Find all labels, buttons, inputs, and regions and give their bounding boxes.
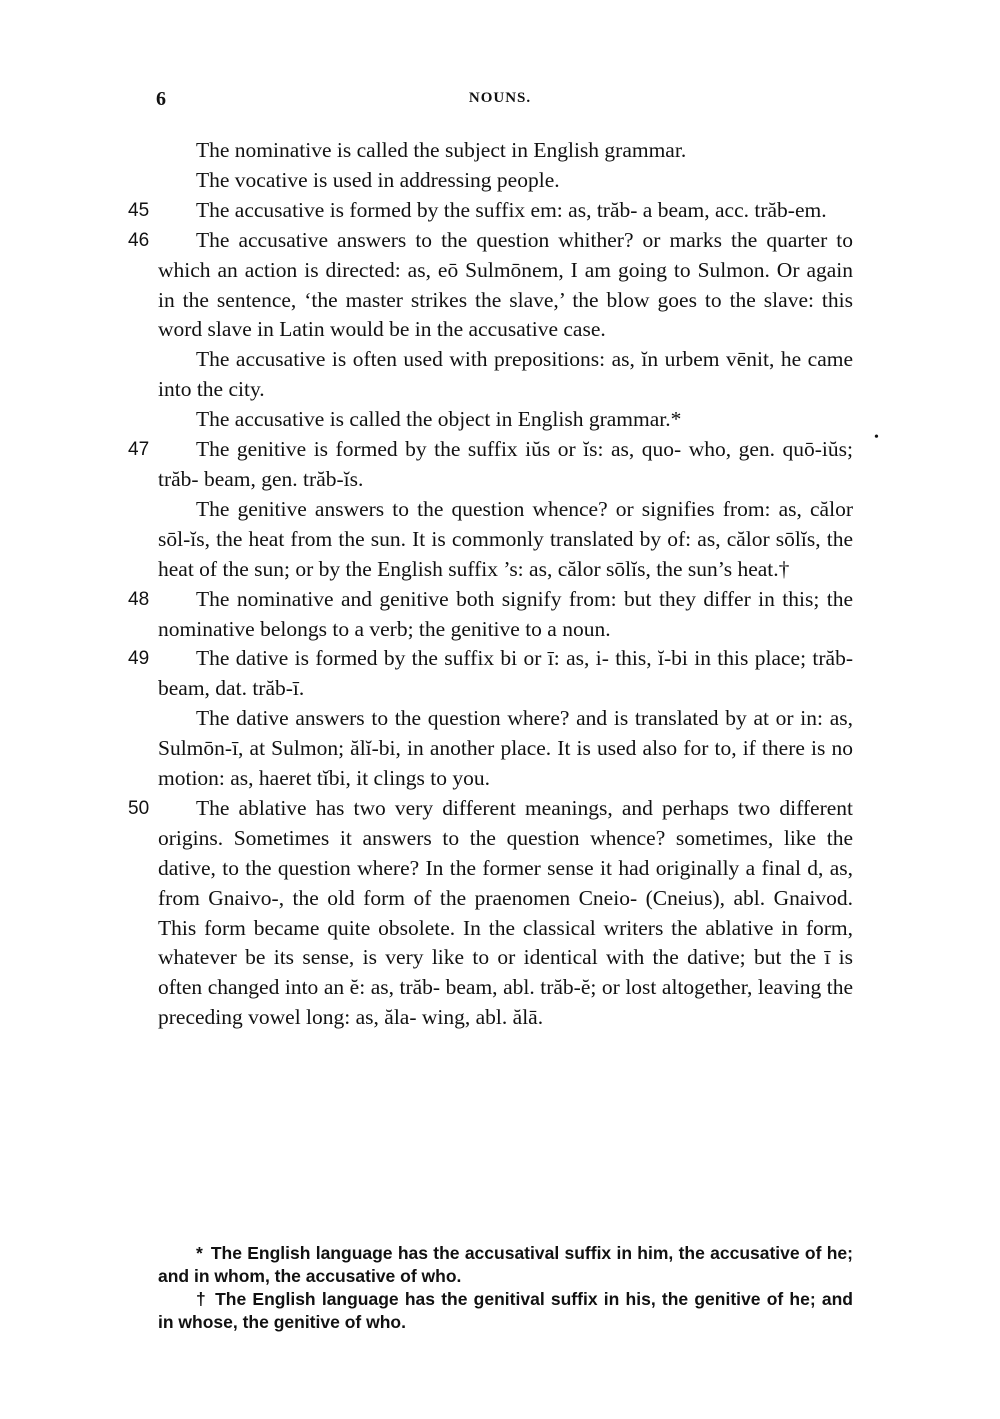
- main-text: [128, 136, 853, 1033]
- paragraph: [158, 136, 853, 166]
- footnote-symbol: †: [196, 1289, 208, 1309]
- page-number: 6: [156, 88, 166, 110]
- paragraph: [158, 704, 853, 794]
- paragraph-text: The accusative answers to the question whither? or marks the quarter to which an action is directed: as, eō Sulmōnem, I am going to Sulmon. Or again in the sentence, ‘the master strikes the slave,’ the blow goes to the slave: this word slave in Latin would be in the accusative case.: [158, 227, 853, 342]
- paragraph-text: The accusative is formed by the suffix em: as, trăb- a beam, acc. trăb-em.: [196, 197, 827, 222]
- section-50: [128, 794, 853, 1033]
- section-number: 46: [128, 229, 150, 251]
- margin-mark: •: [874, 430, 879, 445]
- footnote: [158, 1242, 853, 1288]
- paragraph: [158, 405, 853, 435]
- paragraph: [158, 345, 853, 405]
- paragraph-text: The accusative is called the object in English grammar.*: [196, 407, 682, 432]
- paragraph-text: The dative answers to the question where? and is translated by at or in: as, Sulmōn-ī, at Sulmon; ălĭ-bi, in another place. It is used also for to, if there is no motion: as, haeret tĭbi, it clings to you.: [158, 706, 853, 791]
- paragraph-text: The genitive answers to the question whence? or signifies from: as, călor sōl-ĭs, the heat from the sun. It is commonly translated by of: as, călor sōlĭs, the heat of the sun; or by the English suffix ’s: as, călor sōlĭs, the sun’s heat.†: [158, 496, 853, 581]
- section-47: [128, 435, 853, 495]
- section-49: [128, 644, 853, 704]
- paragraph-text: The dative is formed by the suffix bi or ī: as, i- this, ĭ-bi in this place; trăb- beam, dat. trăb-ī.: [158, 646, 853, 701]
- section-46: [128, 226, 853, 346]
- running-title: NOUNS.: [468, 90, 532, 106]
- running-head: [0, 88, 1000, 114]
- section-number: 48: [128, 588, 150, 610]
- paragraph: [158, 495, 853, 585]
- paragraph-text: The nominative and genitive both signify from: but they differ in this; the nominative belongs to a verb; the genitive to a noun.: [158, 586, 853, 641]
- footnote-text: The English language has the accusatival suffix in him, the accusative of he; and in whom, the accusative of who.: [158, 1243, 853, 1286]
- footnotes: [158, 1242, 853, 1334]
- section-45: [128, 196, 853, 226]
- section-48: [128, 585, 853, 645]
- paragraph-text: The accusative is often used with prepositions: as, ĭn urbem vēnit, he came into the city.: [158, 347, 853, 402]
- section-number: 47: [128, 439, 150, 461]
- footnote: [158, 1288, 853, 1334]
- paragraph-text: The nominative is called the subject in English grammar.: [196, 138, 687, 162]
- paragraph-text: The vocative is used in addressing people.: [196, 167, 560, 192]
- section-number: 45: [128, 199, 150, 221]
- paragraph: [158, 166, 853, 196]
- section-number: 50: [128, 797, 150, 819]
- section-number: 49: [128, 648, 150, 670]
- paragraph-text: The genitive is formed by the suffix iŭs or ĭs: as, quo- who, gen. quō-iŭs; trăb- beam, gen. trăb-ĭs.: [158, 437, 853, 491]
- footnote-text: The English language has the genitival suffix in his, the genitive of he; and in whose, the genitive of who.: [158, 1289, 853, 1332]
- footnote-symbol: *: [196, 1243, 203, 1263]
- paragraph-text: The ablative has two very different meanings, and perhaps two different origins. Sometimes it answers to the question whence? sometimes, like the dative, to the question where? In the former sense it had originally a final d, as, from Gnaivo-, the old form of the praenomen Cneio- (Cneius), abl. Gnaivod. This form became quite obsolete. In the classical writers the ablative in form, whatever be its sense, is very like to or identical with the dative; but the ī is often changed into an ĕ: as, trăb- beam, abl. trăb-ĕ; or lost altogether, leaving the preceding vowel long: as, ăla- wing, abl. ălā.: [158, 795, 853, 1030]
